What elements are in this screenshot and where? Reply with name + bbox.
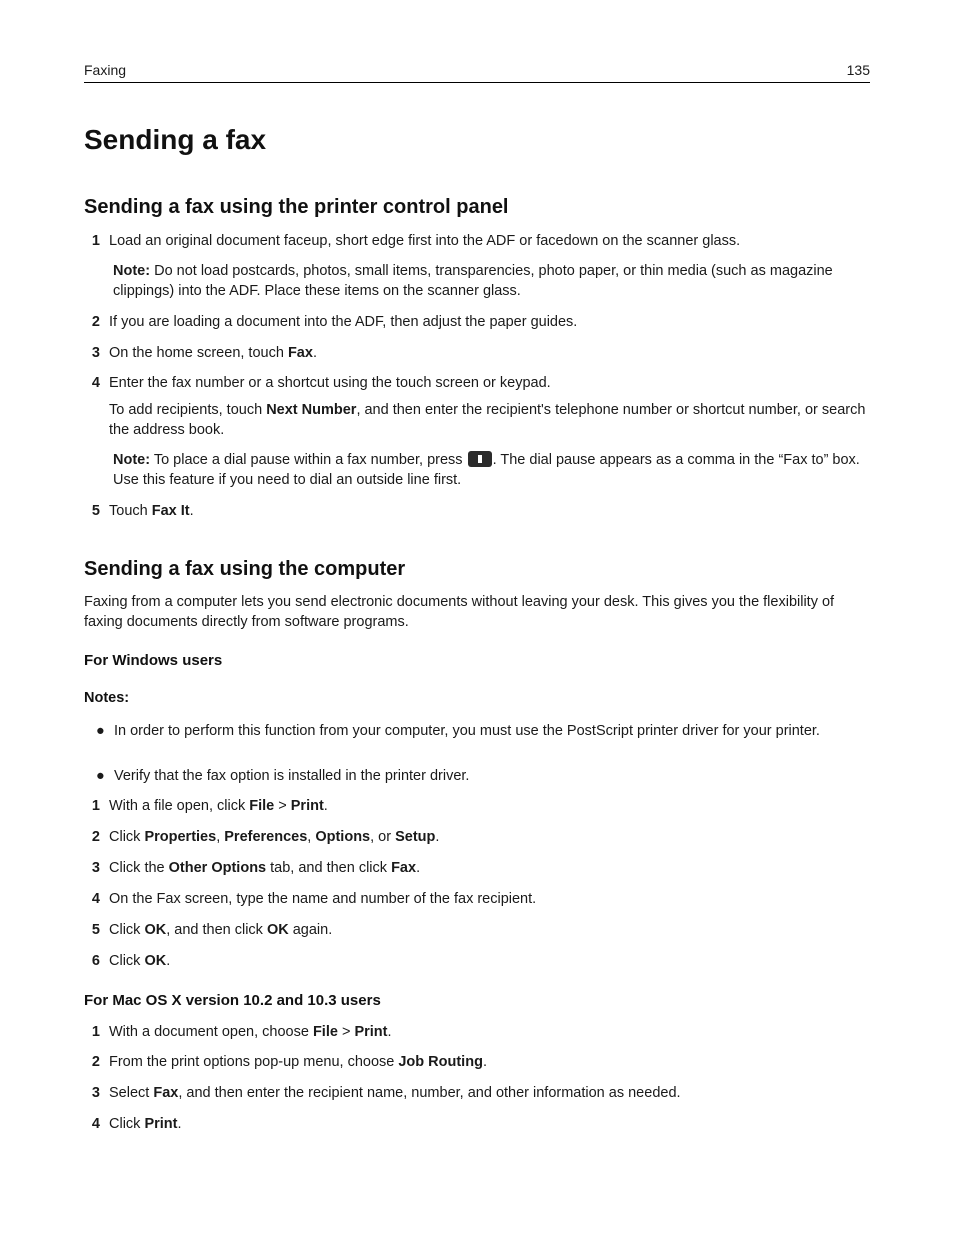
step-number: 1 <box>91 1024 100 1040</box>
step-text: On the home screen, touch Fax. <box>109 345 317 361</box>
bullet-text: In order to perform this function from your computer, you must use the PostScript printer driver for your printer. <box>114 723 820 739</box>
step-number: 1 <box>91 798 100 814</box>
step-number: 2 <box>91 314 100 330</box>
header-page-number: 135 <box>846 62 870 78</box>
step-text: On the Fax screen, type the name and number of the fax recipient. <box>109 891 537 907</box>
step-number: 5 <box>91 922 100 938</box>
step-number: 5 <box>91 503 100 519</box>
step-number: 2 <box>91 1054 100 1070</box>
notes-label: Notes: <box>84 690 130 706</box>
step-text: With a file open, click File > Print. <box>109 798 328 814</box>
step-text: Enter the fax number or a shortcut using the touch screen or keypad. <box>109 375 551 391</box>
bullet-text: Verify that the fax option is installed in the printer driver. <box>114 768 470 784</box>
step-text: Click OK, and then click OK again. <box>109 922 333 938</box>
step-number: 4 <box>91 375 100 391</box>
page-header <box>84 60 870 83</box>
step-number: 4 <box>91 891 100 907</box>
step-detail: To add recipients, touch Next Number, and then enter the recipient's telephone number or shortcut number, or search the address book. <box>109 402 866 438</box>
step-text: Click OK. <box>109 953 171 969</box>
note <box>113 261 873 301</box>
section-heading-control-panel: Sending a fax using the printer control panel <box>84 196 509 218</box>
step-text: Click Properties, Preferences, Options, or Setup. <box>109 829 440 845</box>
step-number: 3 <box>91 345 100 361</box>
step-text: Select Fax, and then enter the recipient name, number, and other information as needed. <box>109 1085 681 1101</box>
subheading-mac: For Mac OS X version 10.2 and 10.3 users <box>84 992 381 1009</box>
note-label: Note: <box>113 263 151 279</box>
note-label: Note: <box>113 452 151 468</box>
step-text: Click Print. <box>109 1116 182 1132</box>
step-number: 3 <box>91 860 100 876</box>
pause-key-icon <box>468 451 492 467</box>
bullet-icon: ● <box>96 723 105 739</box>
intro-paragraph: Faxing from a computer lets you send electronic documents without leaving your desk. This gives you the flexibility of faxing documents directly from software programs. <box>84 594 835 630</box>
step-number: 3 <box>91 1085 100 1101</box>
subheading-windows: For Windows users <box>84 652 223 669</box>
step-number: 6 <box>91 953 100 969</box>
note-text: Do not load postcards, photos, small items, transparencies, photo paper, or thin media (such as magazine clippings) into the ADF. Place these items on the scanner glass. <box>113 263 833 299</box>
step-text: Load an original document faceup, short edge first into the ADF or facedown on the scanner glass. <box>109 233 741 249</box>
page-title: Sending a fax <box>84 124 267 155</box>
bullet-icon: ● <box>96 768 105 784</box>
section-heading-computer: Sending a fax using the computer <box>84 558 406 580</box>
step-number: 2 <box>91 829 100 845</box>
step-number: 4 <box>91 1116 100 1132</box>
step-number: 1 <box>91 233 100 249</box>
note: Note: To place a dial pause within a fax number, press . The dial pause appears as a comma in the “Fax to” box. Use this feature if you need to dial an outside line first. <box>113 452 860 488</box>
step-text: From the print options pop-up menu, choose Job Routing. <box>109 1054 487 1070</box>
header-section: Faxing <box>84 62 127 78</box>
step-text: Touch Fax It. <box>109 503 194 519</box>
step-text: With a document open, choose File > Print. <box>109 1024 392 1040</box>
step-text: If you are loading a document into the ADF, then adjust the paper guides. <box>109 314 578 330</box>
step-text: Click the Other Options tab, and then click Fax. <box>109 860 421 876</box>
